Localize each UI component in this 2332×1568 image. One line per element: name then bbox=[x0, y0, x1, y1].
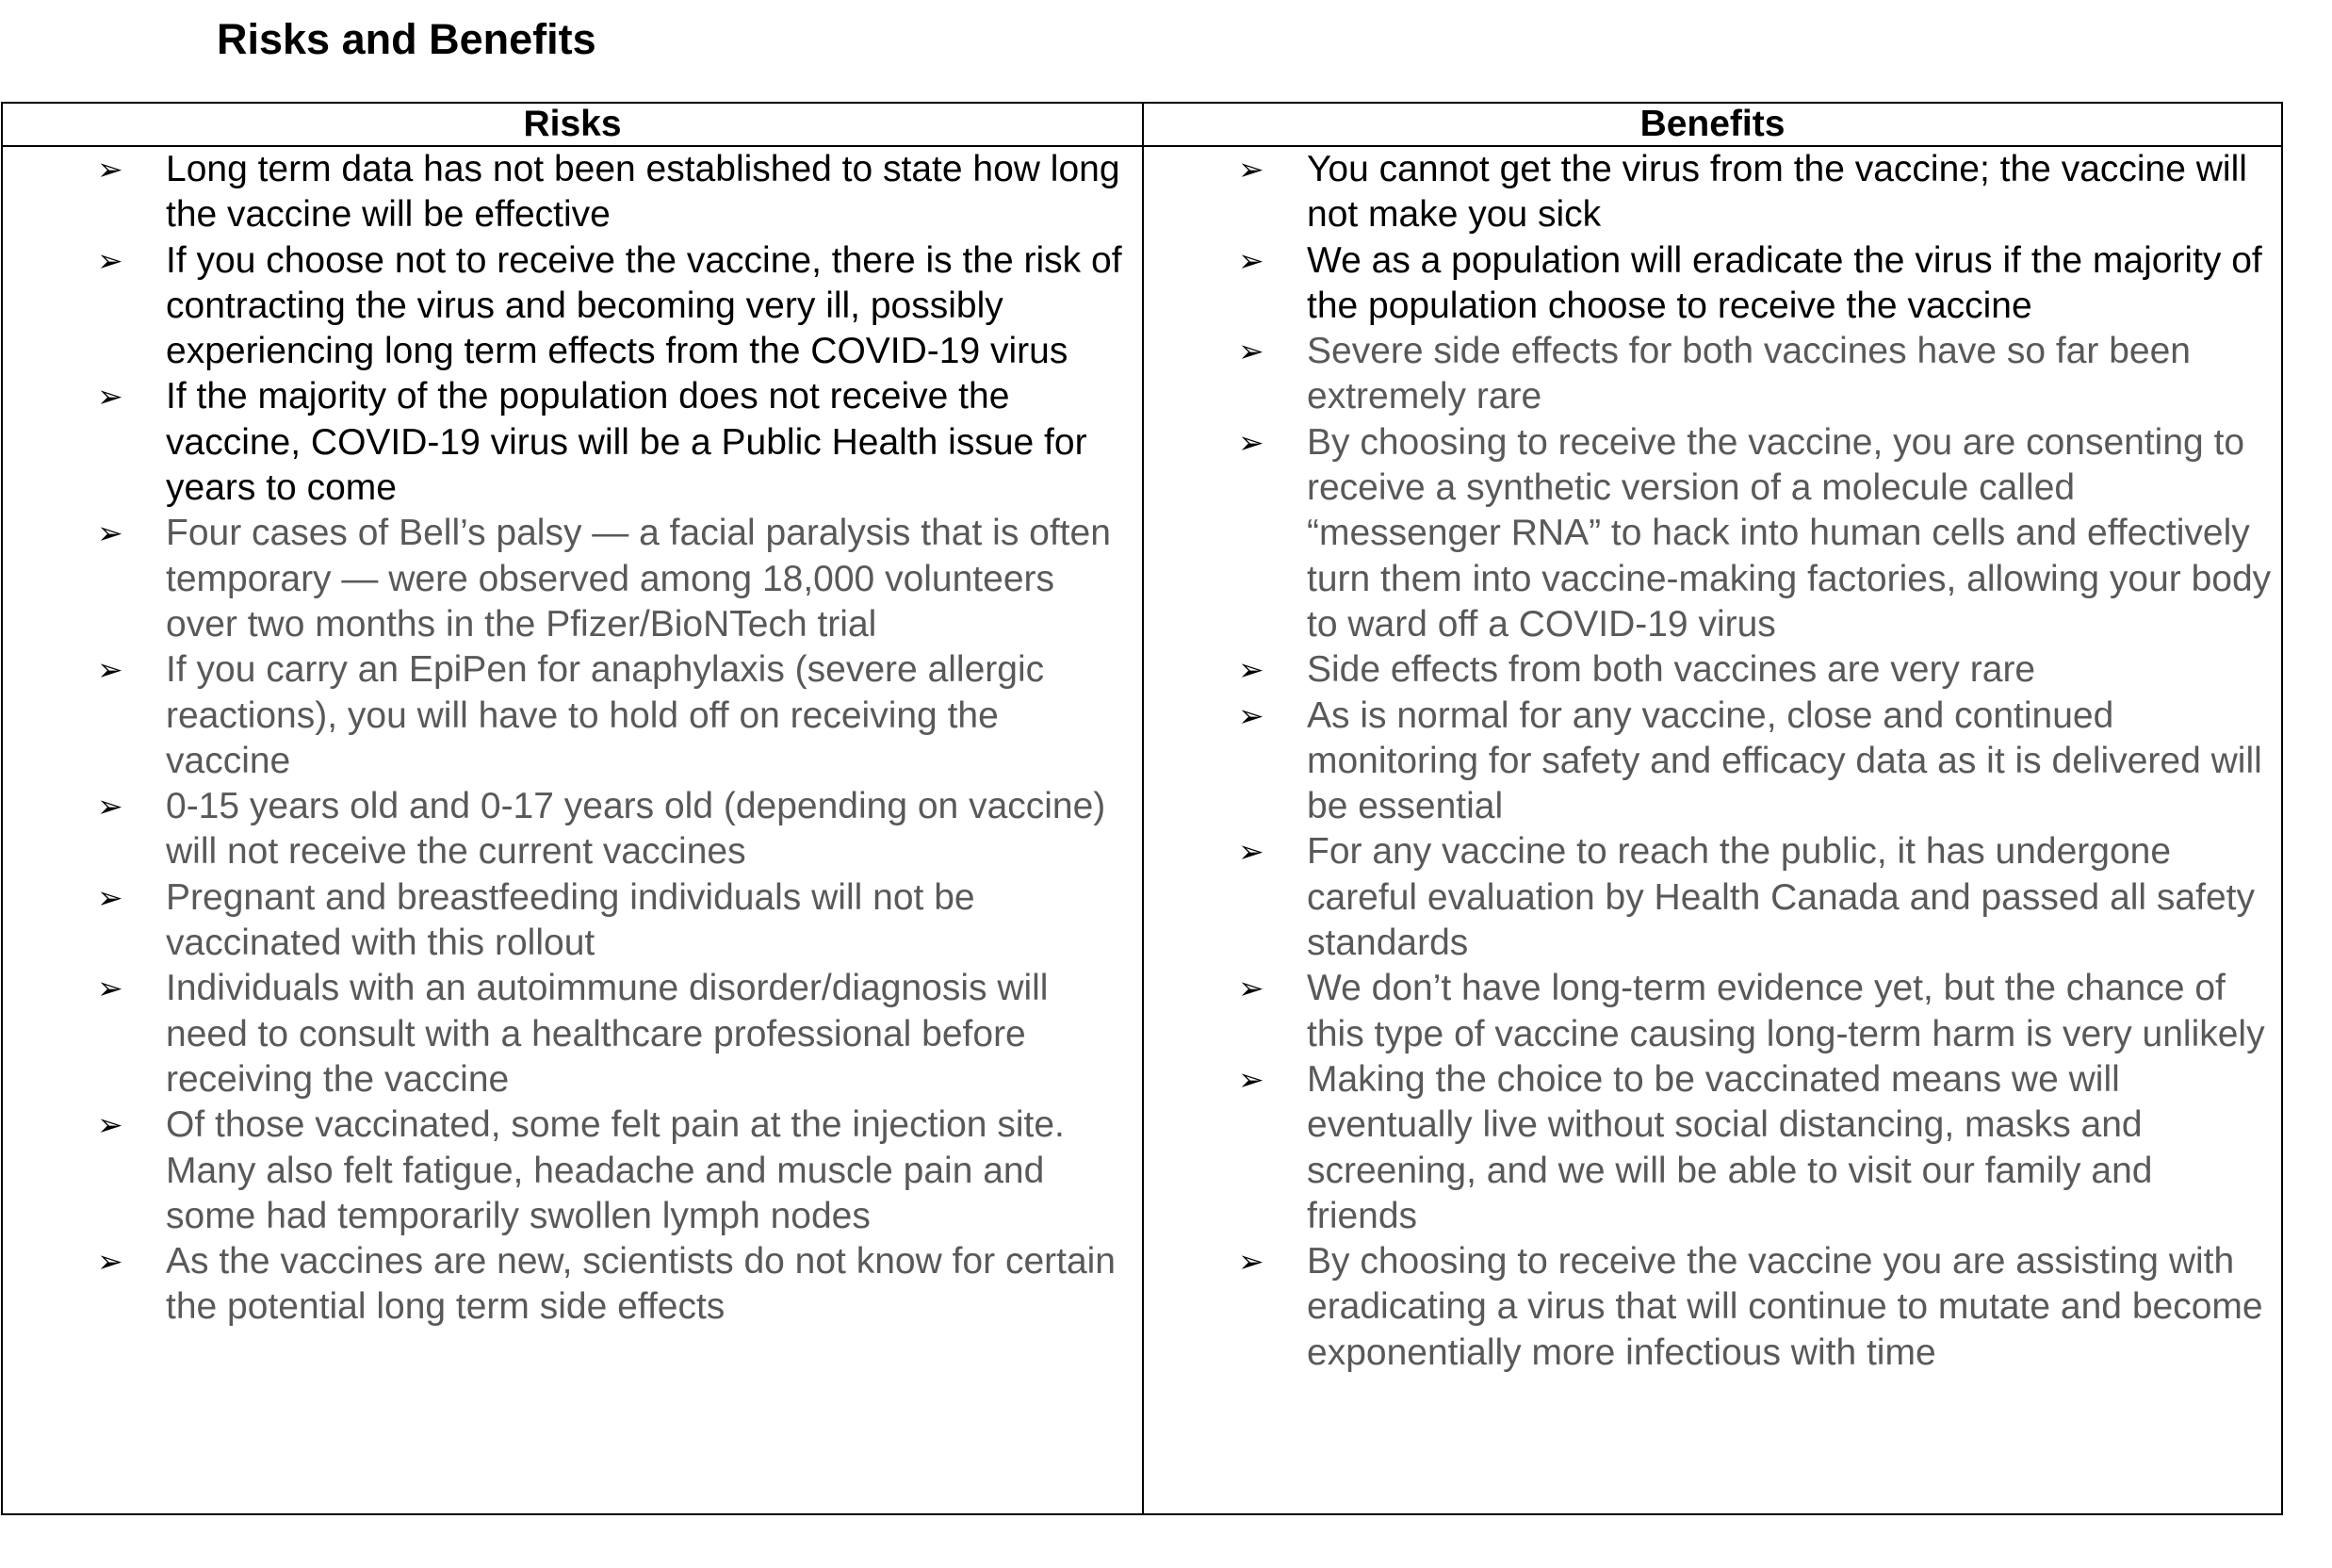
risk-item bbox=[3, 147, 1142, 238]
arrowhead-bullet-icon: ➢ bbox=[97, 651, 123, 689]
arrowhead-bullet-icon: ➢ bbox=[1238, 1243, 1264, 1281]
risk-item bbox=[3, 784, 1142, 875]
arrowhead-bullet-icon: ➢ bbox=[97, 970, 123, 1007]
arrowhead-bullet-icon: ➢ bbox=[1238, 151, 1264, 188]
arrowhead-bullet-icon: ➢ bbox=[1238, 833, 1264, 871]
benefit-item bbox=[1144, 647, 2281, 693]
risks-benefits-table bbox=[1, 102, 2283, 1515]
benefits-column-header: Benefits bbox=[1143, 103, 2282, 146]
benefit-item bbox=[1144, 694, 2281, 830]
arrowhead-bullet-icon: ➢ bbox=[1238, 651, 1264, 689]
risk-item-text: If you carry an EpiPen for anaphylaxis (severe allergic reactions), you will have to hold off on receiving the vaccine bbox=[166, 649, 1045, 781]
risk-item-text: As the vaccines are new, scientists do not know for certain the potential long term side effects bbox=[166, 1241, 1117, 1328]
benefit-item bbox=[1144, 329, 2281, 420]
risk-item-text: Of those vaccinated, some felt pain at the injection site. Many also felt fatigue, headache and muscle pain and some had temporarily swollen lymph nodes bbox=[166, 1104, 1065, 1236]
risk-item-text: If you choose not to receive the vaccine, there is the risk of contracting the virus and becoming very ill, possibly experiencing long term effects from the COVID-19 virus bbox=[166, 239, 1122, 372]
table-header-row bbox=[2, 103, 2282, 146]
benefit-item bbox=[1144, 966, 2281, 1057]
benefit-item bbox=[1144, 1057, 2281, 1239]
arrowhead-bullet-icon: ➢ bbox=[97, 241, 123, 279]
arrowhead-bullet-icon: ➢ bbox=[97, 1243, 123, 1281]
benefit-item-text: Side effects from both vaccines are very rare bbox=[1307, 649, 2036, 691]
benefit-item-text: We don’t have long-term evidence yet, but the chance of this type of vaccine causing long-term harm is very unlikely bbox=[1307, 968, 2265, 1054]
benefit-item bbox=[1144, 238, 2281, 330]
risk-item-text: Long term data has not been established to state how long the vaccine will be effective bbox=[166, 149, 1120, 236]
page-title: Risks and Benefits bbox=[217, 15, 596, 63]
benefit-item-text: Making the choice to be vaccinated means we will eventually live without social distancing, masks and screening, and we will be able to visit our family and friends bbox=[1307, 1058, 2153, 1236]
risks-column-header: Risks bbox=[2, 103, 1143, 146]
arrowhead-bullet-icon: ➢ bbox=[1238, 1060, 1264, 1098]
risk-item bbox=[3, 374, 1142, 511]
benefits-cell bbox=[1143, 146, 2282, 1514]
arrowhead-bullet-icon: ➢ bbox=[1238, 241, 1264, 279]
risk-item bbox=[3, 1239, 1142, 1331]
table-body-row bbox=[2, 146, 2282, 1514]
arrowhead-bullet-icon: ➢ bbox=[97, 378, 123, 416]
benefit-item-text: By choosing to receive the vaccine you are assisting with eradicating a virus that will continue to mutate and become exponentially more infectious with time bbox=[1307, 1241, 2263, 1373]
arrowhead-bullet-icon: ➢ bbox=[1238, 696, 1264, 734]
risk-item-text: Four cases of Bell’s palsy — a facial paralysis that is often temporary — were observed among 18,000 volunteers over two months in the Pfizer/BioNTech trial bbox=[166, 513, 1111, 645]
benefit-item-text: For any vaccine to reach the public, it has undergone careful evaluation by Health Canada and passed all safety standards bbox=[1307, 831, 2255, 964]
arrowhead-bullet-icon: ➢ bbox=[97, 878, 123, 916]
benefit-item-text: By choosing to receive the vaccine, you are consenting to receive a synthetic version of a molecule called “messenger RNA” to hack into human cells and effectively turn them into vaccine-making factories, allowing your body to ward off a COVID-19 virus bbox=[1307, 421, 2272, 645]
benefit-item bbox=[1144, 147, 2281, 238]
benefits-list bbox=[1144, 147, 2281, 1376]
arrowhead-bullet-icon: ➢ bbox=[97, 1106, 123, 1144]
arrowhead-bullet-icon: ➢ bbox=[1238, 333, 1264, 370]
arrowhead-bullet-icon: ➢ bbox=[97, 788, 123, 825]
risks-list bbox=[3, 147, 1142, 1331]
risk-item bbox=[3, 875, 1142, 967]
risk-item bbox=[3, 511, 1142, 647]
risk-item-text: Individuals with an autoimmune disorder/diagnosis will need to consult with a healthcare professional before receiving the vaccine bbox=[166, 968, 1049, 1100]
benefit-item-text: As is normal for any vaccine, close and continued monitoring for safety and efficacy data as it is delivered will be essential bbox=[1307, 694, 2262, 827]
risk-item-text: 0-15 years old and 0-17 years old (depending on vaccine) will not receive the current vaccines bbox=[166, 786, 1106, 873]
risk-item-text: If the majority of the population does not receive the vaccine, COVID-19 virus will be a Public Health issue for years to come bbox=[166, 376, 1087, 509]
risk-item-text: Pregnant and breastfeeding individuals will not be vaccinated with this rollout bbox=[166, 876, 975, 964]
risk-item bbox=[3, 647, 1142, 784]
benefit-item-text: Severe side effects for both vaccines have so far been extremely rare bbox=[1307, 331, 2191, 417]
risk-item bbox=[3, 238, 1142, 375]
benefit-item-text: We as a population will eradicate the virus if the majority of the population choose to receive the vaccine bbox=[1307, 239, 2262, 326]
benefit-item-text: You cannot get the virus from the vaccine; the vaccine will not make you sick bbox=[1307, 149, 2247, 236]
arrowhead-bullet-icon: ➢ bbox=[1238, 423, 1264, 461]
benefit-item bbox=[1144, 420, 2281, 647]
benefit-item bbox=[1144, 1239, 2281, 1376]
risks-cell bbox=[2, 146, 1143, 1514]
arrowhead-bullet-icon: ➢ bbox=[97, 514, 123, 552]
benefit-item bbox=[1144, 829, 2281, 966]
arrowhead-bullet-icon: ➢ bbox=[97, 151, 123, 188]
risk-item bbox=[3, 966, 1142, 1102]
risk-item bbox=[3, 1102, 1142, 1239]
arrowhead-bullet-icon: ➢ bbox=[1238, 970, 1264, 1007]
